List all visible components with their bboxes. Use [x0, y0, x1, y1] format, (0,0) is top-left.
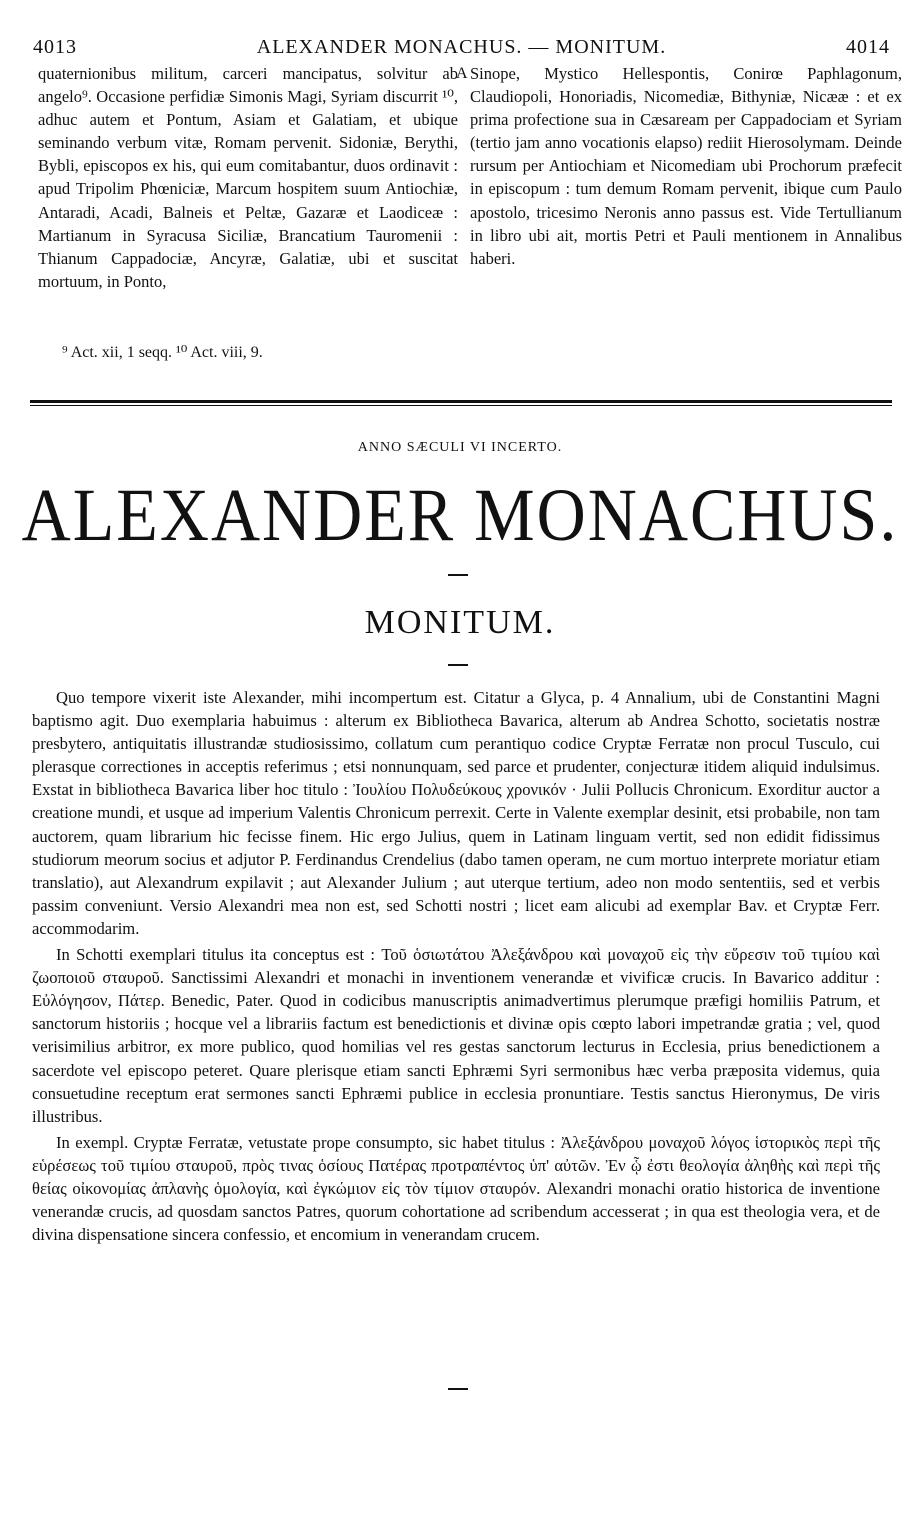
- divider-dash: [448, 664, 468, 666]
- paragraph: In exempl. Cryptæ Ferratæ, vetustate prope consumpto, sic habet titulus : Ἀλεξάνδρου μοναχοῦ λόγος ἱστορικὸς περὶ τῆς εὑρέσεως τοῦ τιμίου σταυροῦ, πρὸς τινας ὁσίους Πατέρας προτραπέντος ὑπ' αὐτῶν. Ἐν ᾧ ἐστι θεολογία ἀληθὴς καὶ περὶ τῆς θείας οἰκονομίας ἀπλανὴς ὁμολογία, καὶ ἐγκώμιον εἰς τὸν τίμιον σταυρόν. Alexandri monachi oratio historica de inventione venerandæ crucis, ad quosdam sanctos Patres, quorum cohortatione ad scribendum accesserat ; in qua est theologia vera, et de divina dispensatione sincera confessio, et encomium in venerandam crucem.: [32, 1132, 880, 1245]
- footnotes: ⁹ Act. xii, 1 seqq. ¹⁰ Act. viii, 9.: [62, 344, 263, 361]
- section-rule-thick: [30, 400, 892, 403]
- end-dash: [448, 1388, 468, 1390]
- paragraph: In Schotti exemplari titulus ita conceptus est : Τοῦ ὁσιωτάτου Ἀλεξάνδρου καὶ μοναχοῦ εἰς τὴν εὕρεσιν τοῦ τιμίου καὶ ζωοποιοῦ σταυροῦ. Sanctissimi Alexandri et monachi in inventionem venerandæ et vivificæ crucis. In Bavarico additur : Εὐλόγησον, Πάτερ. Benedic, Pater. Quod in codicibus manuscriptis animadvertimus plerumque præfigi homiliis Patrum, et sanctorum historiis ; hocque vel a librariis factum est benedictionis et divinæ opis cœpto labori impetrandæ gratia ; vel, quod verisimilius arbitror, ex more publico, quod homilias vel res gestas sanctorum lecturus in Ecclesia, prius benedictionem a sacerdote vel episcopo peteret. Quare plerisque etiam sancti Ephræmi Syri sermonibus hæc verba præposita videmus, quia consuetudine receptum erat sermones sancti Ephræmi publice in ecclesia pronuntiare. Testis sanctus Hieronymus, De viris illustribus.: [32, 945, 880, 1126]
- divider-dash: [448, 574, 468, 576]
- page-number-right: 4014: [845, 36, 890, 58]
- left-column-text: quaternionibus militum, carceri mancipatus, solvitur ab angelo⁹. Occasione perfidiæ Simonis Magi, Syriam discurrit ¹⁰, adhuc autem et Pontum, Asiam et Galatiam, et ubique seminando verbum vitæ, Romam pervenit. Sidoniæ, Berythi, Bybli, episcopos ex his, qui eum comitabantur, duos ordinavit : apud Tripolim Phœniciæ, Marcum hospitem suum Antiochiæ, Antaradi, Acadi, Balneis et Peltæ, Gazaræ et Laodiceæ : Martianum in Syracusa Siciliæ, Brancatium Tauromenii : Thianum Cappadociæ, Ancyræ, Galatiæ, ubi et suscitat mortuum, in Ponto,: [38, 64, 458, 291]
- column-marker: A: [456, 65, 468, 82]
- page-title: ALEXANDER MONACHUS.: [21, 473, 899, 557]
- body-text: [32, 686, 880, 1248]
- paragraph: Quo tempore vixerit iste Alexander, mihi incompertum est. Citatur a Glyca, p. 4 Annalium, ubi de Constantini Magni baptismo agit. Duo exemplaria habuimus : alterum ex Bibliotheca Bavarica, alterum ab Andrea Schotto, societatis nostræ presbytero, antiquitatis illustrandæ studiosissimo, collatum cum perantiquo codice Cryptæ Ferratæ non procul Tusculo, cui plerasque correctiones in acceptis referimus ; etsi nonnunquam, sed parce et prudenter, conjecturæ itidem aliquid indulsimus. Exstat in bibliotheca Bavarica liber hoc titulo : Ἰουλίου Πολυδεύκους χρονικόν · Julii Pollucis Chronicum. Exorditur auctor a creatione mundi, et usque ad imperium Valentis Chronicum perrexit. Certe in Valente exemplar desinit, etsi probabile, non tam auctorem, quam librarium hic fecisse finem. Hic ergo Julius, quem in Latinam linguam vertit, sed non edidit fidissimus studiorum meorum socius et adjutor P. Ferdinandus Crendelius (dabo tamen operam, ne cum mortuo interprete moriatur etiam translatio), aut Alexandrum expilavit ; aut Alexander Julium ; aut uterque tertium, adeo non modo sententiis, sed et verbis passim conveniunt. Versio Alexandri mea non est, sed Schotti nostri ; licet eam alicubi ad exemplar Bav. et Cryptæ Ferr. accommodarim.: [32, 688, 880, 938]
- running-head: [33, 36, 890, 60]
- two-column-text: [30, 62, 902, 332]
- right-column: [470, 62, 902, 270]
- running-title: ALEXANDER MONACHUS. — MONITUM.: [256, 36, 667, 58]
- page-number-left: 4013: [33, 36, 77, 58]
- right-column-text: Sinope, Mystico Hellespontis, Conirœ Paphlagonum, Claudiopoli, Honoriadis, Nicomediæ, Bithyniæ, Nicææ : et ex prima profectione sua in Cæsaream per Cappadociam et Syriam (tertio jam anno vocationis elapso) rediit Hierosolymam. Deinde rursum per Antiochiam et Nicomediam ubi Prochorum præfecit in episcopum : tum demum Romam pervenit, ibique cum Paulo apostolo, tricesimo Neronis anno passus est. Vide Tertullianum in libro ubi ait, mortis Petri et Pauli mentionem in Annalibus haberi.: [470, 64, 902, 268]
- left-column: [38, 62, 458, 293]
- section-kicker: ANNO SÆCULI VI INCERTO.: [357, 440, 563, 455]
- section-subtitle: MONITUM.: [364, 604, 556, 641]
- section-rule-thin: [30, 405, 892, 406]
